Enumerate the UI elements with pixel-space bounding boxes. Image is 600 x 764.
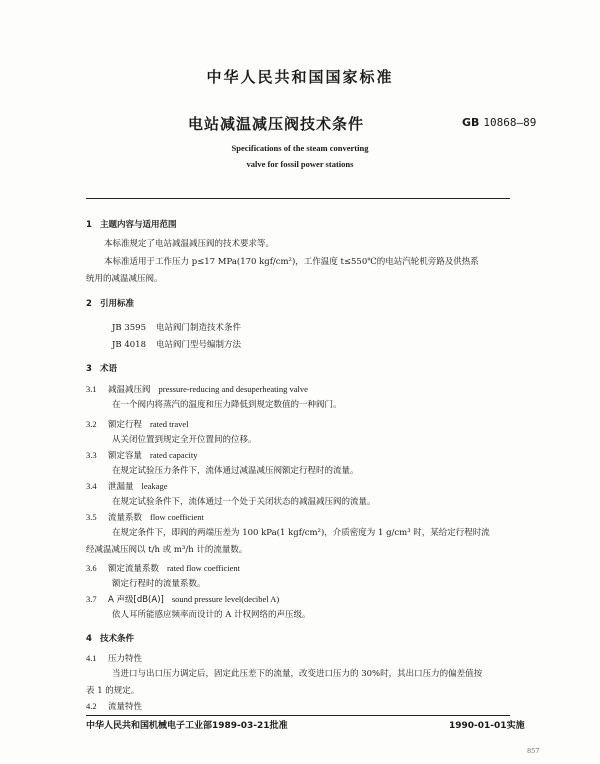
clause-heading: 4.2 流量特性	[86, 701, 143, 712]
term-heading: 3.6 额定流量系数 rated flow coefficient	[86, 563, 241, 574]
header-divider	[86, 198, 510, 199]
section-number: 3	[86, 364, 92, 374]
term-definition: 额定行程时的流量系数。	[112, 579, 206, 589]
implementation-date: 1990-01-01实施	[449, 721, 525, 731]
approval-statement: 中华人民共和国机械电子工业部1989-03-21批准	[86, 721, 288, 731]
section-title: 引用标准	[100, 299, 135, 309]
reference-standard	[112, 320, 241, 336]
issuing-body-heading: 中华人民共和国国家标准	[206, 68, 394, 86]
term-heading: 3.3 额定容量 rated capacity	[86, 450, 198, 461]
clause-text: 当进口与出口压力调定后，固定此压差下的流量，改变进口压力的 30%时，其出口压力的偏差值按	[112, 669, 483, 679]
term-definition: 在规定试验条件下，流体通过一个处于关闭状态的减温减压阀的流量。	[112, 497, 376, 507]
standard-number: 10868—89	[483, 116, 537, 129]
section-number: 2	[86, 299, 92, 309]
section-1-heading	[86, 218, 177, 230]
term-definition: 在规定试验压力条件下，流体通过减温减压阀额定行程时的流量。	[112, 466, 359, 476]
term-heading: 3.5 流量系数 flow coefficient	[86, 512, 204, 523]
clause-text: 表 1 的规定。	[86, 686, 140, 696]
section-title: 术语	[100, 364, 118, 374]
term-definition: 在规定条件下，即阀的两端压差为 100 kPa(1 kgf/cm²)，介质密度为 1 g/cm³ 时，某给定行程时流	[112, 528, 490, 538]
reference-code: JB 3595	[112, 323, 146, 333]
document-title-en-line1: Specifications of the steam converting	[231, 143, 369, 153]
section-3-heading	[86, 362, 117, 374]
reference-name: 电站阀门制造技术条件	[156, 323, 242, 333]
section-number: 4	[86, 634, 92, 644]
term-heading: 3.4 泄漏量 leakage	[86, 481, 168, 492]
reference-standard	[112, 337, 241, 353]
page-number: 857	[527, 747, 540, 755]
section-title: 主题内容与适用范围	[100, 220, 177, 230]
standard-code	[462, 116, 536, 129]
term-definition: 从关闭位置到规定全开位置间的位移。	[112, 435, 257, 445]
standard-prefix: GB	[462, 116, 480, 129]
section-1-paragraph: 本标准适用于工作压力 p≤17 MPa(170 kgf/cm²)，工作温度 t≤550℃的电站汽轮机旁路及供热系	[104, 257, 479, 267]
section-2-heading	[86, 297, 134, 309]
footer-divider	[86, 715, 510, 716]
section-4-heading	[86, 632, 134, 644]
term-heading: 3.7 A 声级[dB(A)] sound pressure level(decibel A)	[86, 594, 280, 605]
term-heading: 3.2 额定行程 rated travel	[86, 419, 189, 430]
document-title-en-line2: valve for fossil power stations	[246, 159, 354, 169]
reference-name: 电站阀门型号编制方法	[156, 340, 242, 350]
term-heading: 3.1 减温减压阀 pressure-reducing and desuperheating valve	[86, 384, 308, 395]
term-definition: 依人耳所能感应频率而设计的 A 计权网络的声压级。	[112, 610, 311, 620]
section-title: 技术条件	[100, 634, 135, 644]
term-definition: 在一个阀内将蒸汽的温度和压力降低到规定数值的一种阀门。	[112, 400, 342, 410]
section-1-paragraph: 统用的减温减压阀。	[86, 274, 163, 284]
document-title-cn: 电站减温减压阀技术条件	[188, 115, 365, 133]
section-1-paragraph: 本标准规定了电站减温减压阀的技术要求等。	[104, 239, 275, 249]
reference-code: JB 4018	[112, 340, 146, 350]
clause-heading: 4.1 压力特性	[86, 653, 143, 664]
term-definition: 经减温减压阀以 t/h 或 m³/h 计的流量数。	[86, 545, 248, 555]
section-number: 1	[86, 220, 92, 230]
